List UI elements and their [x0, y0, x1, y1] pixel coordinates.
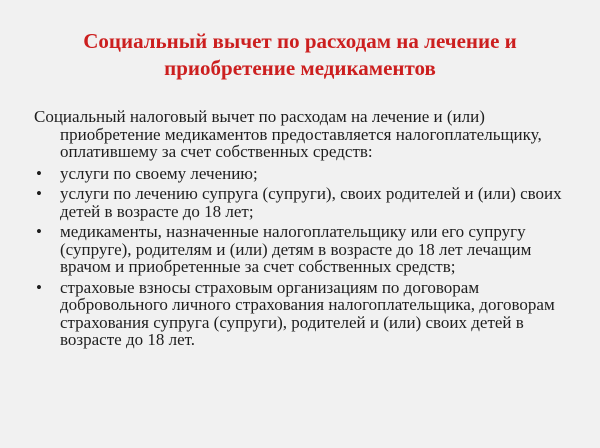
slide-title: Социальный вычет по расходам на лечение и приобретение медикаментов — [83, 29, 517, 80]
bullet-list — [34, 165, 574, 349]
bullet-medications: • медикаменты, назначенные налогоплательщику или его супругу (супруге), родителям и (или) детям в возрасте до 18 лет лечащим врачом и приобретенные за счет собственных средств; — [34, 223, 574, 276]
slide-body — [34, 108, 574, 349]
bullet-insurance-premiums: • страховые взносы страховым организациям по договорам добровольного личного страхования налогоплательщика, договорам страхования супруга (супруги), родителей и (или) своих детей в возрасте до 18 лет. — [34, 279, 574, 349]
bullet-own-treatment: • услуги по своему лечению; — [34, 165, 574, 183]
bullet-family-treatment: • услуги по лечению супруга (супруги), своих родителей и (или) своих детей в возрасте до 18 лет; — [34, 185, 574, 220]
intro-paragraph: Социальный налоговый вычет по расходам на лечение и (или) приобретение медикаментов предоставляется налогоплательщику, оплатившему за счет собственных средств: — [34, 107, 542, 161]
